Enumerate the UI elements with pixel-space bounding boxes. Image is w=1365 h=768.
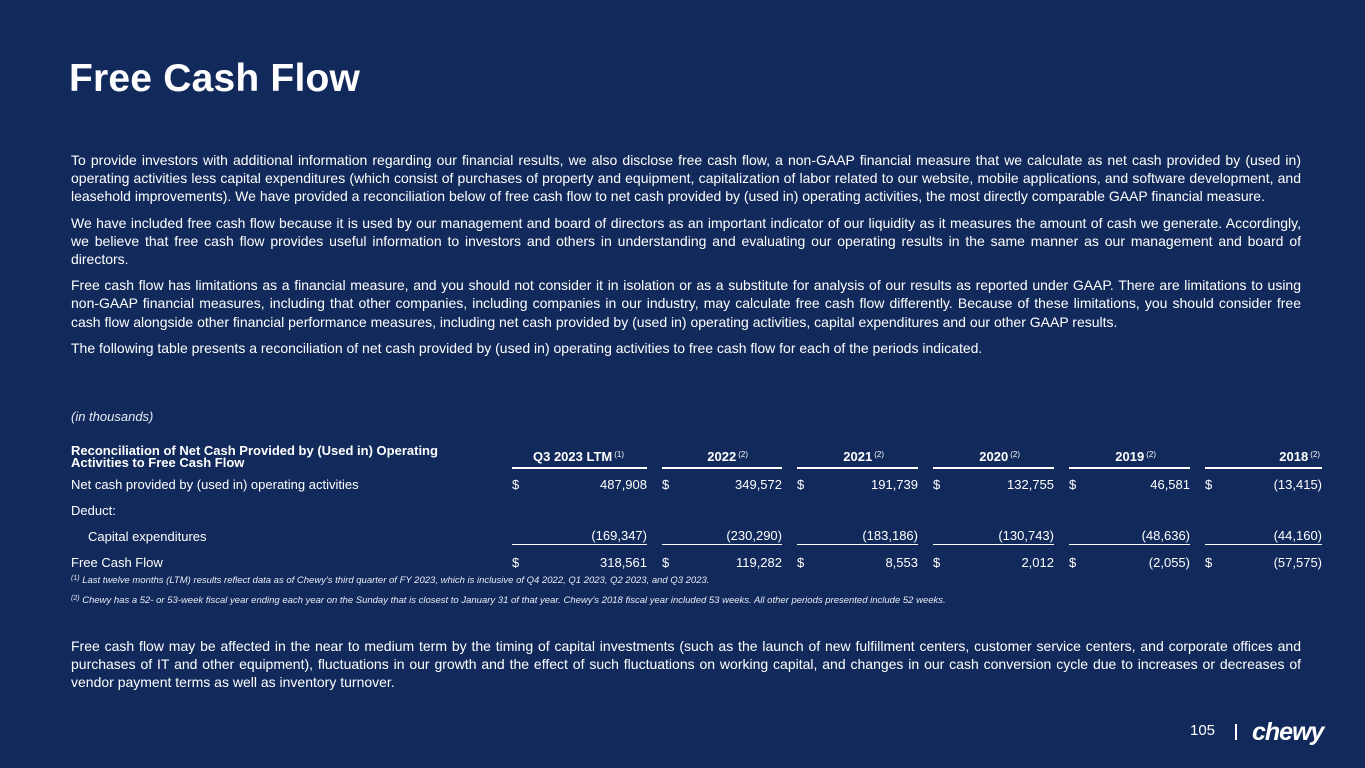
- paragraph-2: We have included free cash flow because it is used by our management and board of directors as an important indicator of our liquidity as it measures the amount of cash we generate. Accordingly, we believe that free cash flow provides useful information to investors and others in understanding and evaluating our operating results in the same manner as our management and board of directors.: [71, 214, 1301, 268]
- svg-text:chewy: chewy: [1252, 718, 1324, 746]
- footnote-2: $^{(2)}$ Chewy has a 52- or 53-week fiscal year ending each year on the Sunday that is closest to January 31 of that year. Chewy's 2018 fiscal year included 53 weeks. All other periods presented include 52 weeks.: [71, 595, 946, 606]
- currency-symbol: $: [797, 476, 805, 492]
- reconciliation-table: [71, 440, 1322, 575]
- row-label: Free Cash Flow: [71, 554, 163, 570]
- table-cell: (130,743): [998, 527, 1054, 543]
- table-cell: (13,415): [1273, 476, 1322, 492]
- table-cell: (48,636): [1141, 527, 1190, 543]
- currency-symbol: $: [933, 554, 941, 570]
- page-number: 105: [1190, 722, 1216, 739]
- table-row-net-cash: [71, 471, 1322, 497]
- column-header-2019: 2019 $^{(2)}$: [1054, 440, 1190, 471]
- currency-symbol: $: [1069, 476, 1077, 492]
- table-cell: 46,581: [1150, 476, 1190, 492]
- page-title: Free Cash Flow: [69, 57, 361, 100]
- table-cell: 2,012: [1021, 554, 1054, 570]
- paragraph-3: Free cash flow has limitations as a financial measure, and you should not consider it in isolation or as a substitute for analysis of our results as reported under GAAP. There are limitations to using non-GAAP financial measures, including that other companies, including companies in our industry, may calculate free cash flow differently. Because of these limitations, you should consider free cash flow alongside other financial performance measures, including net cash provided by (used in) operating activities, capital expenditures and our other GAAP results.: [71, 277, 1301, 330]
- currency-symbol: $: [662, 476, 670, 492]
- currency-symbol: $: [1069, 554, 1077, 570]
- row-label: Deduct:: [71, 502, 116, 518]
- table-cell: (230,290): [726, 527, 782, 543]
- table-cell: 487,908: [600, 476, 647, 492]
- table-cell: 318,561: [600, 554, 647, 570]
- column-header-2020: 2020 $^{(2)}$: [918, 440, 1054, 471]
- header-label-line-1: Reconciliation of Net Cash Provided by (Used in) Operating: [71, 443, 438, 458]
- row-label: Capital expenditures: [88, 528, 207, 544]
- currency-symbol: $: [1205, 554, 1213, 570]
- column-header-2018: 2018 $^{(2)}$: [1190, 440, 1322, 471]
- column-header-2022: 2022 $^{(2)}$: [647, 440, 782, 471]
- chewy-logo: [1250, 715, 1328, 752]
- table-cell: (183,186): [862, 527, 918, 543]
- table-header-row: [71, 440, 1322, 471]
- table-cell: 191,739: [871, 476, 918, 492]
- table-cell: (44,160): [1273, 527, 1322, 543]
- currency-symbol: $: [512, 476, 520, 492]
- units-note: (in thousands): [71, 409, 154, 424]
- table-cell: (57,575): [1273, 554, 1322, 570]
- intro-text: [71, 151, 1301, 365]
- table-cell: (169,347): [591, 527, 647, 543]
- column-header-2021: 2021 $^{(2)}$: [782, 440, 918, 471]
- currency-symbol: $: [933, 476, 941, 492]
- closing-paragraph: Free cash flow may be affected in the near to medium term by the timing of capital investments (such as the launch of new fulfillment centers, customer service centers, and corporate offices and purchases of IT and other equipment), fluctuations in our growth and the effect of such fluctuations on working capital, and changes in our cash conversion cycle due to increases or decreases of vendor payment terms as well as inventory turnover.: [71, 638, 1301, 691]
- table-row-capex: [71, 523, 1322, 549]
- currency-symbol: $: [662, 554, 670, 570]
- header-label-line-2: Activities to Free Cash Flow: [71, 455, 245, 470]
- footnotes: [71, 575, 1321, 615]
- table-row-deduct: [71, 497, 1322, 523]
- table-cell: 119,282: [735, 554, 782, 570]
- table-row-free-cash-flow: [71, 549, 1322, 575]
- currency-symbol: $: [512, 554, 520, 570]
- table-cell: (2,055): [1148, 554, 1190, 570]
- currency-symbol: $: [797, 554, 805, 570]
- table-cell: 132,755: [1007, 476, 1054, 492]
- paragraph-4: The following table presents a reconciliation of net cash provided by (used in) operating activities to free cash flow for each of the periods indicated.: [71, 339, 983, 356]
- currency-symbol: $: [1205, 476, 1213, 492]
- table-cell: 8,553: [885, 554, 918, 570]
- table-header-label: [71, 440, 508, 471]
- paragraph-1: To provide investors with additional information regarding our financial results, we also disclose free cash flow, a non-GAAP financial measure that we calculate as net cash provided by (used in) operating activities less capital expenditures (which consist of purchases of property and equipment, capitalization of labor related to our website, mobile applications, and software development, and leasehold improvements). We have provided a reconciliation below of free cash flow to net cash provided by (used in) operating activities, the most directly comparable GAAP financial measure.: [71, 152, 1301, 205]
- column-header-q3-2023-ltm: Q3 2023 LTM $^{(1)}$: [508, 440, 647, 471]
- table-cell: 349,572: [735, 476, 782, 492]
- footer-divider: [1235, 724, 1237, 740]
- footnote-1: $^{(1)}$ Last twelve months (LTM) results reflect data as of Chewy's third quarter of FY 2023, which is inclusive of Q4 2022, Q1 2023, Q2 2023, and Q3 2023.: [71, 575, 710, 586]
- row-label: Net cash provided by (used in) operating activities: [71, 476, 359, 492]
